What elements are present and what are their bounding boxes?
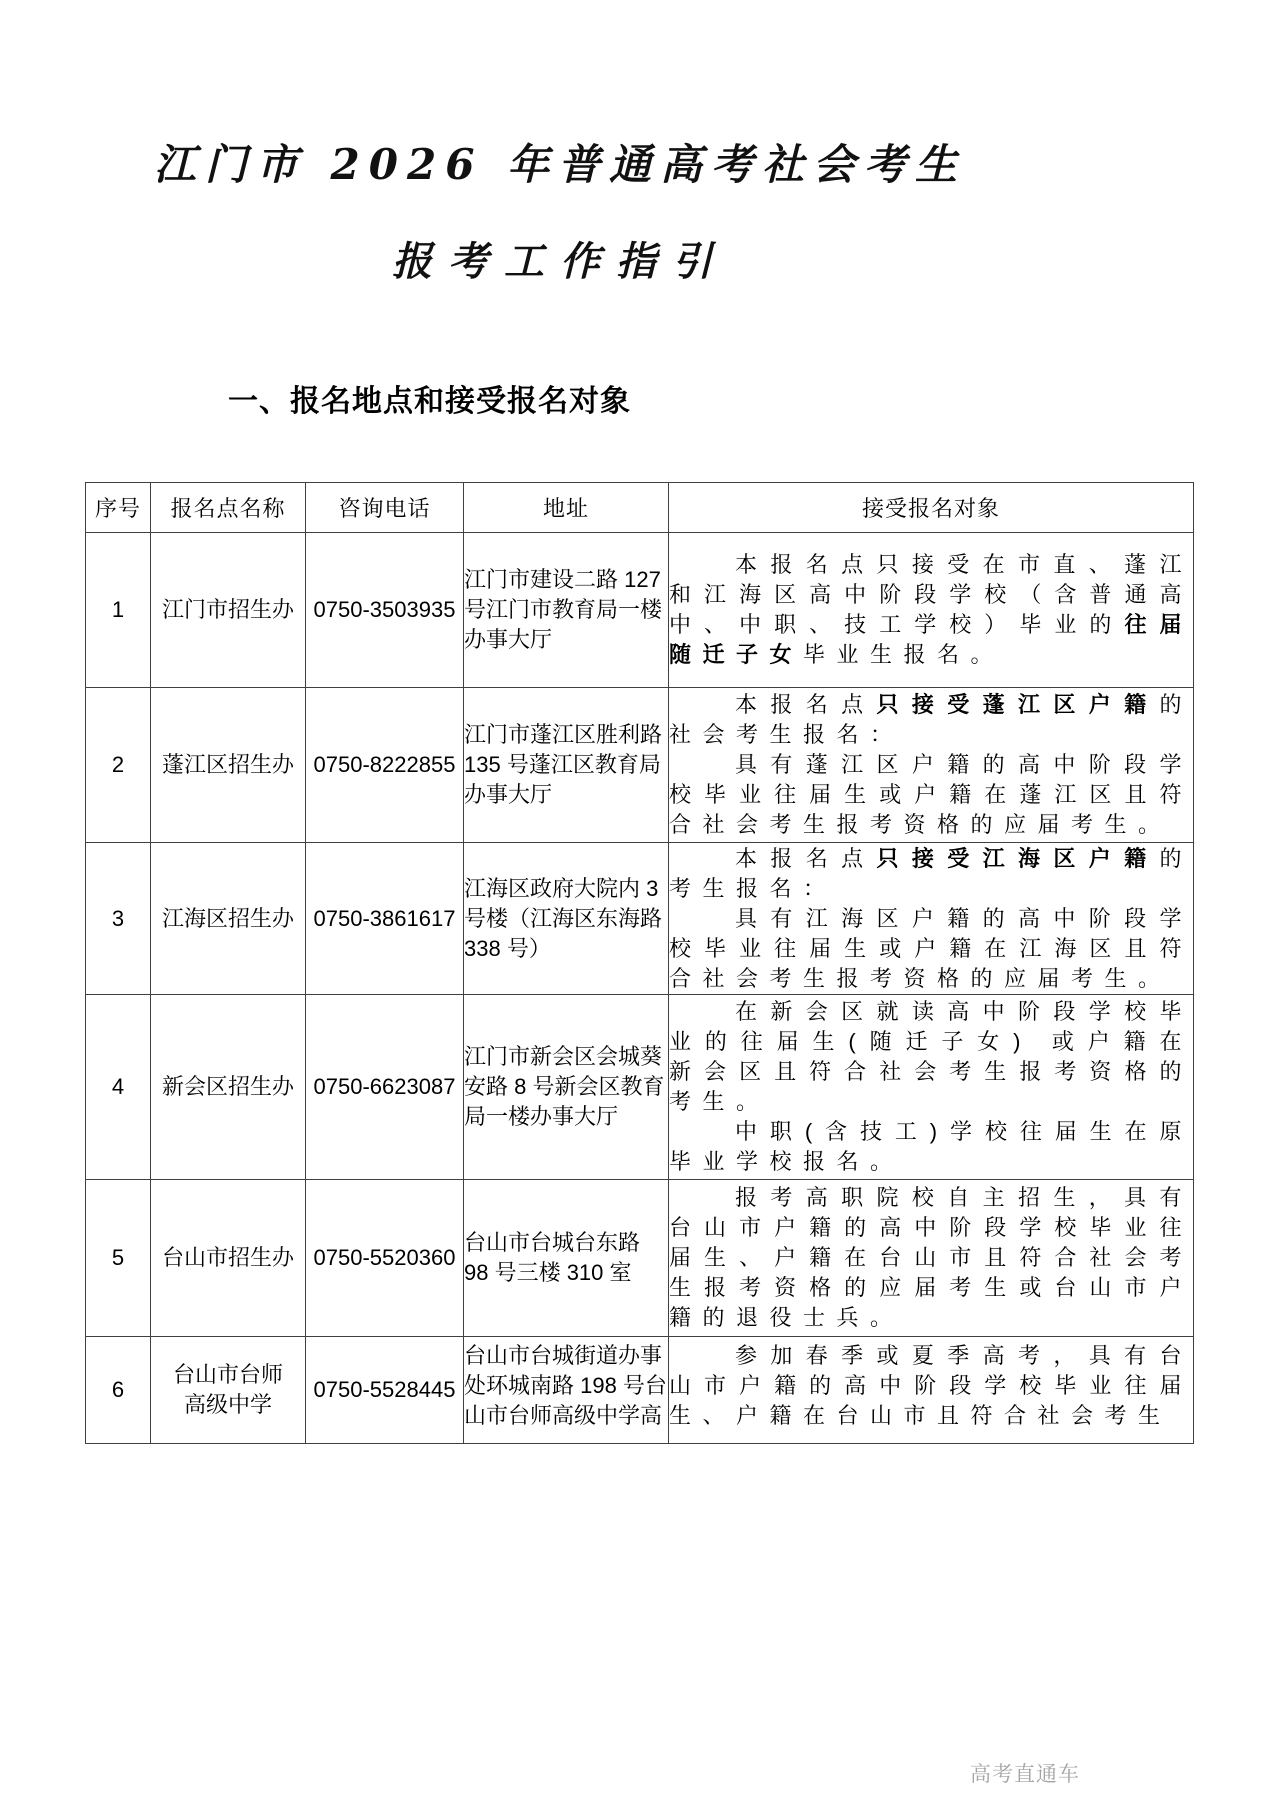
cell-registration-point-name: 江门市招生办 <box>151 533 306 688</box>
accepted-applicants-text: 参加春季或夏季高考，具有台山市户籍的高中阶段学校毕业往届生、户籍在台山市且符合社会考生 <box>669 1343 1193 1429</box>
cell-phone-number: 0750-8222855 <box>306 688 464 843</box>
address-text: 江门市蓬江区胜利路 135 号蓬江区教育局办事大厅 <box>464 722 663 808</box>
watermark: 高考直通车 <box>970 1763 1080 1786</box>
table-row <box>86 688 1194 843</box>
cell-registration-point-name: 江海区招生办 <box>151 843 306 995</box>
cell-address <box>464 1180 669 1337</box>
title-block <box>0 0 1120 284</box>
table-row <box>86 1337 1194 1444</box>
document-title-line2: 报考工作指引 <box>392 238 728 286</box>
section-heading: 一、报名地点和接受报名对象 <box>228 385 631 419</box>
address-text: 台山市台城街道办事处环城南路 198 号台山市台师高级中学高 <box>464 1343 667 1429</box>
cell-row-number: 5 <box>86 1180 151 1337</box>
table-header-row <box>86 483 1194 533</box>
address-text: 江海区政府大院内 3 号楼（江海区东海路 338 号） <box>464 875 663 961</box>
table-row <box>86 533 1194 688</box>
cell-row-number: 2 <box>86 688 151 843</box>
table-row <box>86 843 1194 995</box>
cell-accepted-applicants <box>669 1337 1194 1444</box>
cell-address <box>464 995 669 1180</box>
cell-phone-number: 0750-5528445 <box>306 1337 464 1444</box>
cell-accepted-applicants <box>669 995 1194 1180</box>
accepted-applicants-text: 报考高职院校自主招生，具有台山市户籍的高中阶段学校毕业往届生、户籍在台山市且符合社会考生报考资格的应届考生或台山市户籍的退役士兵。 <box>669 1185 1193 1331</box>
column-header: 序号 <box>86 483 151 533</box>
cell-address <box>464 533 669 688</box>
column-header: 报名点名称 <box>151 483 306 533</box>
cell-accepted-applicants <box>669 843 1194 995</box>
cell-registration-point-name: 台山市台师 高级中学 <box>151 1337 306 1444</box>
table-row <box>86 1180 1194 1337</box>
cell-accepted-applicants <box>669 688 1194 843</box>
cell-registration-point-name: 台山市招生办 <box>151 1180 306 1337</box>
column-header: 地址 <box>464 483 669 533</box>
accepted-applicants-text: 本报名点只接受江海区户籍的考生报名： 具有江海区户籍的高中阶段学校毕业往届生或户籍在江海区且符合社会考生报考资格的应届考生。 <box>669 845 1193 991</box>
cell-address <box>464 1337 669 1444</box>
cell-accepted-applicants <box>669 533 1194 688</box>
accepted-applicants-text: 本报名点只接受在市直、蓬江和江海区高中阶段学校（含普通高中、中职、技工学校）毕业的往届随迁子女毕业生报名。 <box>669 552 1193 668</box>
cell-row-number: 4 <box>86 995 151 1180</box>
registration-points-table <box>85 482 1194 1444</box>
column-header: 接受报名对象 <box>669 483 1194 533</box>
cell-phone-number: 0750-5520360 <box>306 1180 464 1337</box>
cell-phone-number: 0750-3861617 <box>306 843 464 995</box>
address-text: 江门市新会区会城葵安路 8 号新会区教育局一楼办事大厅 <box>464 1044 665 1130</box>
cell-row-number: 1 <box>86 533 151 688</box>
cell-row-number: 6 <box>86 1337 151 1444</box>
table-row <box>86 995 1194 1180</box>
table-body <box>86 533 1194 1444</box>
address-text: 江门市建设二路 127 号江门市教育局一楼办事大厅 <box>464 567 663 653</box>
cell-phone-number: 0750-6623087 <box>306 995 464 1180</box>
address-text: 台山市台城台东路 98 号三楼 310 室 <box>464 1230 641 1286</box>
cell-phone-number: 0750-3503935 <box>306 533 464 688</box>
cell-registration-point-name: 蓬江区招生办 <box>151 688 306 843</box>
accepted-applicants-text: 本报名点只接受蓬江区户籍的社会考生报名： 具有蓬江区户籍的高中阶段学校毕业往届生或户籍在蓬江区且符合社会考生报考资格的应届考生。 <box>669 692 1193 838</box>
accepted-applicants-text: 在新会区就读高中阶段学校毕业的往届生(随迁子女) 或户籍在新会区且符合社会考生报考资格的考生。 中职(含技工)学校往届生在原毕业学校报名。 <box>669 999 1193 1175</box>
cell-address <box>464 843 669 995</box>
cell-row-number: 3 <box>86 843 151 995</box>
cell-registration-point-name: 新会区招生办 <box>151 995 306 1180</box>
cell-accepted-applicants <box>669 1180 1194 1337</box>
column-header: 咨询电话 <box>306 483 464 533</box>
cell-address <box>464 688 669 843</box>
document-title-line1: 江门市 2026 年普通高考社会考生 <box>153 140 967 189</box>
